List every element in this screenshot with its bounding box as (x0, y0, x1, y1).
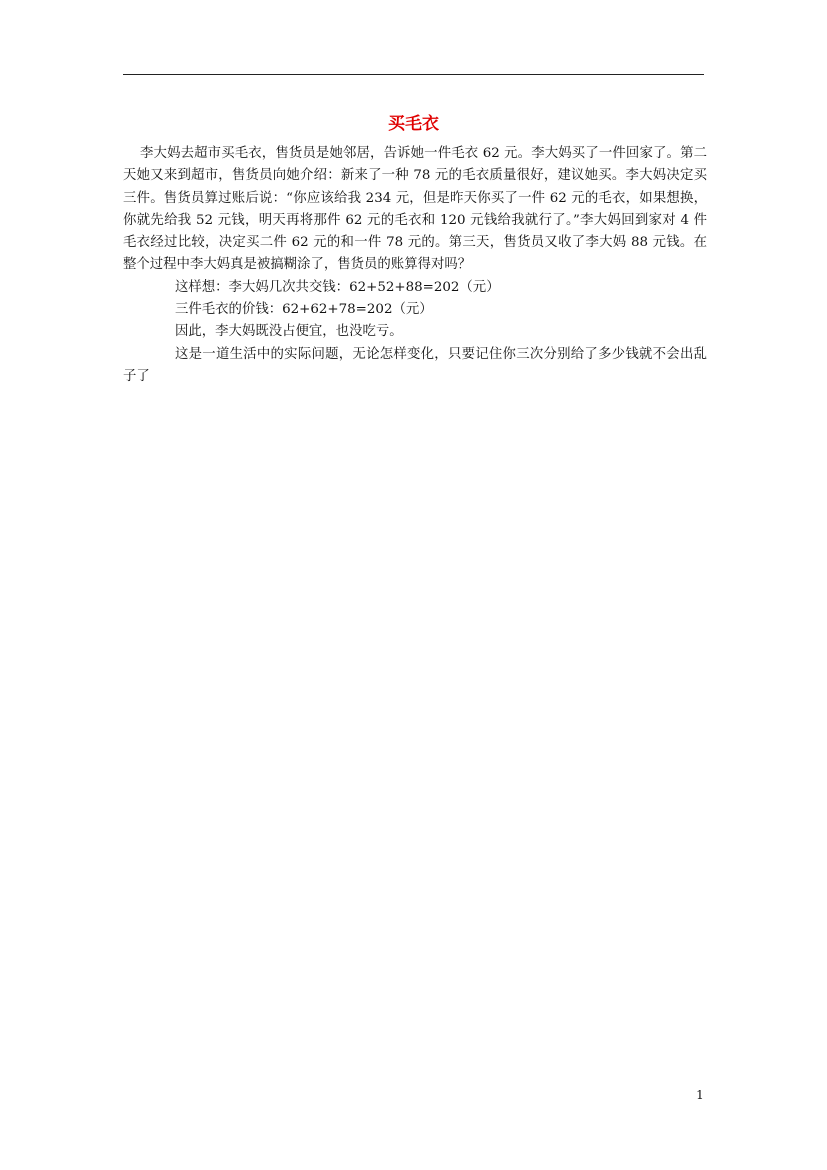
story-paragraph: 李大妈去超市买毛衣，售货员是她邻居，告诉她一件毛衣 62 元。李大妈买了一件回家了。第二天她又来到超市，售货员向她介绍：新来了一种 78 元的毛衣质量很好，建议她买。李大妈决定买三件。售货员算过账后说：“你应该给我 234 元，但是昨天你买了一件 62 元的毛衣，如果想换，你就先给我 52 元钱，明天再将那件 62 元的毛衣和 120 元钱给我就行了。”李大妈回到家对 4 件毛衣经过比较，决定买二件 62 元的和一件 78 元的。第三天，售货员又收了李大妈 88 元钱。在整个过程中李大妈真是被搞糊涂了，售货员的账算得对吗？ (123, 146, 707, 273)
document-body (123, 143, 707, 388)
page-number: 1 (696, 1088, 704, 1102)
header-rule (123, 74, 704, 75)
solution-step-total-paid: 这样想：李大妈几次共交钱：62+52+88=202（元） (175, 279, 500, 295)
solution-conclusion: 因此，李大妈既没占便宜，也没吃亏。 (175, 324, 403, 340)
solution-step-price: 三件毛衣的价钱：62+62+78=202（元） (175, 302, 433, 318)
closing-note: 这是一道生活中的实际问题，无论怎样变化，只要记住你三次分别给了多少钱就不会出乱子了 (123, 346, 707, 384)
document-title: 买毛衣 (388, 114, 439, 134)
